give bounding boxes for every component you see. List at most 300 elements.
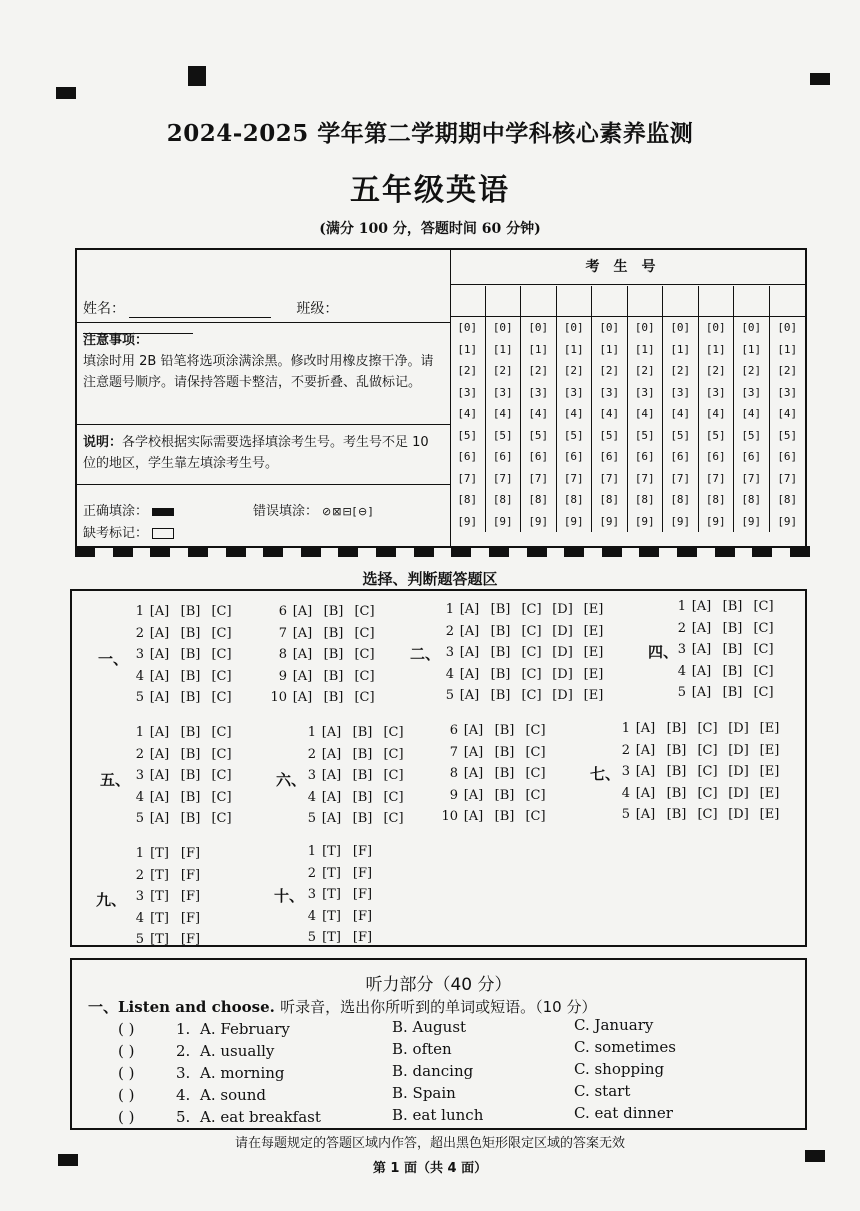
digit-bubble[interactable]: [0]	[563, 321, 584, 334]
digit-bubble[interactable]: [5]	[670, 428, 691, 442]
option-bubble[interactable]: [A]	[149, 690, 170, 705]
exam-number-write-cell[interactable]	[770, 286, 806, 317]
digit-bubble[interactable]: [9]	[599, 514, 620, 528]
question-number: 3.	[176, 1064, 191, 1082]
option-bubble[interactable]: [D]	[728, 807, 749, 822]
option-bubble[interactable]: [B]	[494, 787, 515, 803]
digit-bubble[interactable]: [0]	[741, 321, 762, 334]
digit-bubble[interactable]: [3]	[457, 385, 478, 399]
digit-bubble[interactable]: [4]	[705, 407, 726, 420]
answer-row	[130, 666, 237, 688]
digit-bubble[interactable]: [6]	[741, 450, 762, 463]
answer-blank[interactable]: ( )	[118, 1020, 135, 1038]
option-bubble[interactable]: [A]	[635, 742, 656, 758]
digit-bubble[interactable]: [5]	[777, 428, 798, 442]
option-bubble[interactable]: [C]	[697, 721, 718, 736]
digit-bubble[interactable]: [8]	[528, 493, 549, 506]
option-bubble[interactable]: [C]	[354, 690, 375, 705]
option-bubble[interactable]: [B]	[352, 789, 373, 805]
digit-bubble[interactable]: [0]	[670, 321, 691, 334]
option-bubble[interactable]: [A]	[292, 625, 313, 641]
digit-bubble[interactable]: [9]	[492, 514, 513, 528]
exam-number-write-cell[interactable]	[486, 286, 521, 317]
digit-bubble[interactable]: [4]	[599, 407, 620, 420]
option-bubble[interactable]: [C]	[525, 723, 546, 738]
digit-bubble[interactable]: [1]	[741, 342, 762, 356]
option-bubble[interactable]: [B]	[180, 746, 201, 762]
option-bubble[interactable]: [C]	[753, 599, 774, 614]
option-bubble[interactable]: [A]	[463, 744, 484, 760]
option-bubble[interactable]: [C]	[211, 690, 232, 705]
digit-bubble[interactable]: [7]	[777, 471, 798, 485]
option-bubble[interactable]: [A]	[463, 809, 484, 824]
answer-row	[267, 666, 380, 688]
option-bubble[interactable]: [C]	[354, 625, 375, 641]
option-bubble[interactable]: [A]	[635, 785, 656, 801]
option-bubble[interactable]: [A]	[459, 688, 480, 703]
digit-bubble[interactable]: [1]	[705, 342, 726, 356]
exam-number-write-cell[interactable]	[592, 286, 627, 317]
absent-mark-box[interactable]	[152, 528, 174, 539]
name-class-row	[83, 298, 450, 334]
option-bubble[interactable]: [F]	[352, 865, 373, 881]
digit-bubble[interactable]: [7]	[563, 471, 584, 485]
option-bubble[interactable]: [T]	[150, 932, 169, 947]
option-bubble[interactable]: [A]	[691, 620, 712, 636]
digit-bubble[interactable]: [8]	[670, 493, 691, 506]
digit-bubble[interactable]: [4]	[563, 407, 584, 420]
option-bubble[interactable]: [F]	[180, 867, 201, 883]
digit-bubble[interactable]: [7]	[705, 471, 726, 485]
digit-bubble[interactable]: [6]	[705, 450, 726, 463]
option-bubble[interactable]: [T]	[322, 930, 341, 945]
digit-bubble[interactable]: [6]	[492, 450, 513, 463]
option-bubble[interactable]: [F]	[180, 846, 201, 861]
option-bubble[interactable]: [C]	[211, 647, 232, 662]
digit-bubble[interactable]: [1]	[670, 342, 691, 356]
digit-bubble[interactable]: [6]	[563, 450, 584, 463]
digit-bubble[interactable]: [8]	[599, 493, 620, 506]
option-bubble[interactable]: [C]	[521, 602, 542, 617]
digit-bubble[interactable]: [0]	[777, 321, 798, 334]
option-bubble[interactable]: [C]	[354, 604, 375, 619]
option-bubble[interactable]: [A]	[463, 766, 484, 781]
option-bubble[interactable]: [B]	[494, 766, 515, 781]
option-bubble[interactable]: [D]	[552, 623, 573, 639]
option-bubble[interactable]: [A]	[459, 623, 480, 639]
exam-number-write-cell[interactable]	[521, 286, 556, 317]
digit-bubble[interactable]: [4]	[777, 407, 798, 420]
option-bubble[interactable]: [B]	[352, 746, 373, 762]
option-bubble[interactable]: [T]	[322, 887, 341, 902]
option-bubble[interactable]: [C]	[211, 625, 232, 641]
digit-bubble[interactable]: [2]	[563, 364, 584, 377]
answer-row	[267, 644, 380, 666]
option-bubble[interactable]: [C]	[697, 807, 718, 822]
digit-bubble[interactable]: [5]	[457, 428, 478, 442]
option-bubble[interactable]: [T]	[322, 844, 341, 859]
option-bubble[interactable]: [C]	[525, 744, 546, 760]
digit-bubble[interactable]: [9]	[777, 514, 798, 528]
option-bubble[interactable]: [C]	[753, 642, 774, 657]
digit-bubble[interactable]: [6]	[670, 450, 691, 463]
option-bubble[interactable]: [A]	[292, 668, 313, 684]
digit-bubble[interactable]: [0]	[705, 321, 726, 334]
digit-bubble[interactable]: [4]	[741, 407, 762, 420]
option-bubble[interactable]: [F]	[352, 844, 373, 859]
option-bubble[interactable]: [T]	[150, 889, 169, 904]
digit-bubble[interactable]: [9]	[528, 514, 549, 528]
timing-mark	[639, 546, 659, 557]
option-bubble[interactable]: [A]	[292, 690, 313, 705]
option-bubble[interactable]: [A]	[459, 645, 480, 660]
digit-bubble[interactable]: [6]	[634, 450, 655, 463]
option-bubble[interactable]: [B]	[722, 620, 743, 636]
option-bubble[interactable]: [E]	[759, 807, 780, 822]
digit-bubble[interactable]: [2]	[741, 364, 762, 377]
option-bubble[interactable]: [C]	[383, 725, 404, 740]
option-bubble[interactable]: [A]	[149, 604, 170, 619]
answer-blank[interactable]: ( )	[118, 1086, 135, 1104]
digit-bubble[interactable]: [5]	[741, 428, 762, 442]
question-number: 3	[135, 768, 144, 783]
option-bubble[interactable]: [C]	[525, 787, 546, 803]
option-bubble[interactable]: [B]	[180, 811, 201, 826]
option-bubble[interactable]: [C]	[521, 623, 542, 639]
digit-bubble[interactable]: [9]	[634, 514, 655, 528]
option-bubble[interactable]: [C]	[211, 604, 232, 619]
option-bubble[interactable]: [A]	[149, 725, 170, 740]
option-bubble[interactable]: [B]	[180, 668, 201, 684]
option-bubble[interactable]: [E]	[583, 666, 604, 682]
digit-bubble[interactable]: [5]	[492, 428, 513, 442]
digit-bubble[interactable]: [3]	[528, 385, 549, 399]
option-bubble[interactable]: [C]	[211, 768, 232, 783]
option-bubble[interactable]: [C]	[697, 764, 718, 779]
option-bubble[interactable]: [A]	[691, 685, 712, 700]
option-bubble[interactable]: [A]	[149, 625, 170, 641]
digit-bubble[interactable]: [9]	[741, 514, 762, 528]
option-bubble[interactable]: [B]	[323, 690, 344, 705]
option-bubble[interactable]: [B]	[722, 685, 743, 700]
digit-bubble[interactable]: [1]	[492, 342, 513, 356]
option-bubble[interactable]: [D]	[728, 721, 749, 736]
answer-blank[interactable]: ( )	[118, 1064, 135, 1082]
option-bubble[interactable]: [C]	[211, 789, 232, 805]
option-bubble[interactable]: [B]	[490, 666, 511, 682]
option-bubble[interactable]: [B]	[722, 599, 743, 614]
digit-bubble[interactable]: [9]	[457, 514, 478, 528]
option-bubble[interactable]: [A]	[691, 599, 712, 614]
digit-bubble[interactable]: [2]	[670, 364, 691, 377]
question-number: 5	[135, 690, 144, 705]
digit-bubble[interactable]: [6]	[528, 450, 549, 463]
option-bubble[interactable]: [E]	[583, 623, 604, 639]
option-bubble[interactable]: [C]	[753, 685, 774, 700]
option-bubble[interactable]: [A]	[635, 807, 656, 822]
digit-bubble[interactable]: [3]	[741, 385, 762, 399]
digit-bubble[interactable]: [3]	[492, 385, 513, 399]
option-bubble[interactable]: [C]	[697, 785, 718, 801]
option-bubble[interactable]: [A]	[635, 721, 656, 736]
option-bubble[interactable]: [C]	[211, 668, 232, 684]
option-bubble[interactable]: [A]	[149, 811, 170, 826]
digit-bubble[interactable]: [9]	[705, 514, 726, 528]
option-bubble[interactable]: [B]	[180, 604, 201, 619]
digit-bubble[interactable]: [5]	[563, 428, 584, 442]
digit-bubble[interactable]: [3]	[777, 385, 798, 399]
exam-number-write-cell[interactable]	[557, 286, 592, 317]
option-bubble[interactable]: [A]	[635, 764, 656, 779]
timing-mark	[301, 546, 321, 557]
digit-bubble[interactable]: [9]	[670, 514, 691, 528]
option-bubble[interactable]: [B]	[323, 604, 344, 619]
answer-blank[interactable]: ( )	[118, 1108, 135, 1126]
digit-bubble[interactable]: [1]	[599, 342, 620, 356]
digit-bubble[interactable]: [6]	[457, 450, 478, 463]
option-bubble[interactable]: [C]	[211, 725, 232, 740]
digit-bubble[interactable]: [8]	[705, 493, 726, 506]
digit-bubble[interactable]: [5]	[705, 428, 726, 442]
option-bubble[interactable]: [B]	[323, 647, 344, 662]
option-bubble[interactable]: [D]	[728, 742, 749, 758]
digit-bubble[interactable]: [1]	[777, 342, 798, 356]
digit-bubble[interactable]: [0]	[492, 321, 513, 334]
option-bubble[interactable]: [A]	[321, 811, 342, 826]
option-bubble[interactable]: [A]	[321, 746, 342, 762]
option-bubble[interactable]: [E]	[759, 721, 780, 736]
option-bubble[interactable]: [A]	[149, 647, 170, 662]
name-field[interactable]	[129, 303, 271, 318]
digit-bubble[interactable]: [6]	[599, 450, 620, 463]
option-bubble[interactable]: [C]	[354, 647, 375, 662]
option-bubble[interactable]: [E]	[583, 688, 604, 703]
option-bubble[interactable]: [D]	[552, 602, 573, 617]
digit-bubble[interactable]: [7]	[670, 471, 691, 485]
digit-bubble[interactable]: [0]	[457, 321, 478, 334]
option-bubble[interactable]: [B]	[180, 768, 201, 783]
exam-number-label: 考生号	[450, 250, 805, 285]
digit-bubble[interactable]: [1]	[634, 342, 655, 356]
answer-row	[302, 744, 409, 766]
option-bubble[interactable]: [B]	[494, 744, 515, 760]
digit-bubble[interactable]: [2]	[457, 364, 478, 377]
option-bubble[interactable]: [A]	[149, 668, 170, 684]
answer-blank[interactable]: ( )	[118, 1042, 135, 1060]
option-bubble[interactable]: [E]	[583, 645, 604, 660]
option-bubble[interactable]: [A]	[459, 602, 480, 617]
digit-bubble[interactable]: [3]	[599, 385, 620, 399]
exam-number-write-cell[interactable]	[734, 286, 769, 317]
option-bubble[interactable]: [E]	[759, 785, 780, 801]
option-bubble[interactable]: [A]	[459, 666, 480, 682]
digit-bubble[interactable]: [7]	[599, 471, 620, 485]
option-bubble[interactable]: [B]	[494, 809, 515, 824]
timing-mark	[715, 546, 735, 557]
digit-bubble[interactable]: [8]	[777, 493, 798, 506]
option-bubble[interactable]: [C]	[521, 666, 542, 682]
option-bubble[interactable]: [C]	[753, 620, 774, 636]
option-bubble[interactable]: [C]	[521, 645, 542, 660]
digit-bubble[interactable]: [1]	[457, 342, 478, 356]
option-bubble[interactable]: [A]	[292, 604, 313, 619]
digit-bubble[interactable]: [4]	[492, 407, 513, 420]
option-bubble[interactable]: [C]	[383, 789, 404, 805]
digit-bubble[interactable]: [5]	[634, 428, 655, 442]
digit-bubble[interactable]: [1]	[563, 342, 584, 356]
option-bubble[interactable]: [F]	[180, 889, 201, 904]
option-bubble[interactable]: [B]	[722, 663, 743, 679]
digit-bubble[interactable]: [8]	[634, 493, 655, 506]
option-bubble[interactable]: [B]	[490, 602, 511, 617]
group-label: 十、	[274, 887, 305, 905]
digit-bubble[interactable]: [3]	[670, 385, 691, 399]
option-a: A. sound	[200, 1086, 267, 1104]
option-bubble[interactable]: [B]	[352, 725, 373, 740]
divider	[77, 424, 450, 425]
option-bubble[interactable]: [A]	[149, 789, 170, 805]
exam-number-write-cell[interactable]	[663, 286, 698, 317]
option-bubble[interactable]: [E]	[759, 764, 780, 779]
option-bubble[interactable]: [C]	[525, 809, 546, 824]
option-bubble[interactable]: [E]	[583, 602, 604, 617]
digit-bubble[interactable]: [7]	[528, 471, 549, 485]
option-bubble[interactable]: [B]	[180, 789, 201, 805]
option-bubble[interactable]: [D]	[728, 764, 749, 779]
digit-bubble[interactable]: [4]	[670, 407, 691, 420]
option-bubble[interactable]: [B]	[180, 690, 201, 705]
option-bubble[interactable]: [C]	[383, 768, 404, 783]
option-bubble[interactable]: [C]	[354, 668, 375, 684]
option-bubble[interactable]: [T]	[150, 867, 169, 883]
digit-bubble[interactable]: [5]	[528, 428, 549, 442]
digit-bubble[interactable]: [4]	[634, 407, 655, 420]
digit-bubble[interactable]: [7]	[492, 471, 513, 485]
digit-bubble[interactable]: [1]	[528, 342, 549, 356]
option-bubble[interactable]: [C]	[525, 766, 546, 781]
option-bubble[interactable]: [A]	[321, 725, 342, 740]
exam-number-write-cell[interactable]	[699, 286, 734, 317]
digit-bubble[interactable]: [6]	[777, 450, 798, 463]
digit-bubble[interactable]: [0]	[528, 321, 549, 334]
option-bubble[interactable]: [T]	[322, 908, 341, 924]
answer-row	[302, 765, 409, 787]
digit-bubble[interactable]: [4]	[457, 407, 478, 420]
digit-bubble[interactable]: [2]	[528, 364, 549, 377]
option-bubble[interactable]: [A]	[321, 768, 342, 783]
option-bubble[interactable]: [D]	[552, 688, 573, 703]
option-bubble[interactable]: [T]	[322, 865, 341, 881]
option-bubble[interactable]: [B]	[490, 645, 511, 660]
option-bubble[interactable]: [B]	[490, 688, 511, 703]
digit-bubble[interactable]: [7]	[634, 471, 655, 485]
option-bubble[interactable]: [B]	[722, 642, 743, 657]
answer-row	[440, 621, 609, 643]
option-bubble[interactable]: [A]	[149, 768, 170, 783]
option-bubble[interactable]: [B]	[494, 723, 515, 738]
question-number: 2	[307, 746, 316, 762]
option-bubble[interactable]: [D]	[552, 666, 573, 682]
option-bubble[interactable]: [D]	[552, 645, 573, 660]
option-bubble[interactable]: [F]	[352, 930, 373, 945]
digit-bubble[interactable]: [7]	[741, 471, 762, 485]
option-bubble[interactable]: [C]	[521, 688, 542, 703]
digit-bubble[interactable]: [4]	[528, 407, 549, 420]
option-bubble[interactable]: [B]	[666, 742, 687, 758]
option-bubble[interactable]: [B]	[490, 623, 511, 639]
option-bubble[interactable]: [B]	[666, 764, 687, 779]
question-group	[440, 599, 609, 707]
digit-bubble[interactable]: [3]	[705, 385, 726, 399]
option-bubble[interactable]: [A]	[463, 723, 484, 738]
digit-bubble[interactable]: [7]	[457, 471, 478, 485]
option-bubble[interactable]: [E]	[759, 742, 780, 758]
option-bubble[interactable]: [B]	[323, 668, 344, 684]
answer-row	[130, 623, 237, 645]
digit-bubble[interactable]: [2]	[705, 364, 726, 377]
digit-bubble[interactable]: [0]	[634, 321, 655, 334]
digit-bubble[interactable]: [8]	[563, 493, 584, 506]
option-bubble[interactable]: [T]	[150, 846, 169, 861]
option-bubble[interactable]: [B]	[666, 807, 687, 822]
option-bubble[interactable]: [F]	[180, 932, 201, 947]
digit-bubble[interactable]: [9]	[563, 514, 584, 528]
option-bubble[interactable]: [B]	[323, 625, 344, 641]
digit-bubble[interactable]: [3]	[563, 385, 584, 399]
question-group	[130, 722, 237, 830]
option-bubble[interactable]: [B]	[352, 768, 373, 783]
option-bubble[interactable]: [C]	[383, 811, 404, 826]
option-bubble[interactable]: [B]	[180, 725, 201, 740]
option-bubble[interactable]: [B]	[666, 785, 687, 801]
digit-bubble[interactable]: [8]	[492, 493, 513, 506]
option-bubble[interactable]: [F]	[352, 908, 373, 924]
option-bubble[interactable]: [B]	[180, 625, 201, 641]
option-bubble[interactable]: [A]	[292, 647, 313, 662]
digit-bubble[interactable]: [3]	[634, 385, 655, 399]
digit-bubble[interactable]: [8]	[457, 493, 478, 506]
option-bubble[interactable]: [C]	[753, 663, 774, 679]
option-bubble[interactable]: [A]	[463, 787, 484, 803]
option-bubble[interactable]: [A]	[691, 642, 712, 657]
option-bubble[interactable]: [A]	[691, 663, 712, 679]
digit-bubble[interactable]: [2]	[492, 364, 513, 377]
question-number: 4	[621, 785, 630, 801]
exam-number-write-cell[interactable]	[628, 286, 663, 317]
digit-bubble[interactable]: [2]	[599, 364, 620, 377]
digit-bubble[interactable]: [0]	[599, 321, 620, 334]
option-bubble[interactable]: [F]	[180, 910, 201, 926]
digit-bubble[interactable]: [2]	[777, 364, 798, 377]
option-bubble[interactable]: [A]	[149, 746, 170, 762]
digit-bubble[interactable]: [5]	[599, 428, 620, 442]
option-bubble[interactable]: [C]	[211, 746, 232, 762]
option-bubble[interactable]: [C]	[697, 742, 718, 758]
option-bubble[interactable]: [F]	[352, 887, 373, 902]
exam-number-write-cell[interactable]	[450, 286, 485, 317]
option-bubble[interactable]: [B]	[180, 647, 201, 662]
option-bubble[interactable]: [B]	[352, 811, 373, 826]
option-bubble[interactable]: [C]	[383, 746, 404, 762]
option-bubble[interactable]: [A]	[321, 789, 342, 805]
timing-mark	[75, 546, 95, 557]
option-bubble[interactable]: [T]	[150, 910, 169, 926]
option-bubble[interactable]: [D]	[728, 785, 749, 801]
option-bubble[interactable]: [B]	[666, 721, 687, 736]
option-bubble[interactable]: [C]	[211, 811, 232, 826]
digit-bubble[interactable]: [2]	[634, 364, 655, 377]
digit-bubble[interactable]: [8]	[741, 493, 762, 506]
